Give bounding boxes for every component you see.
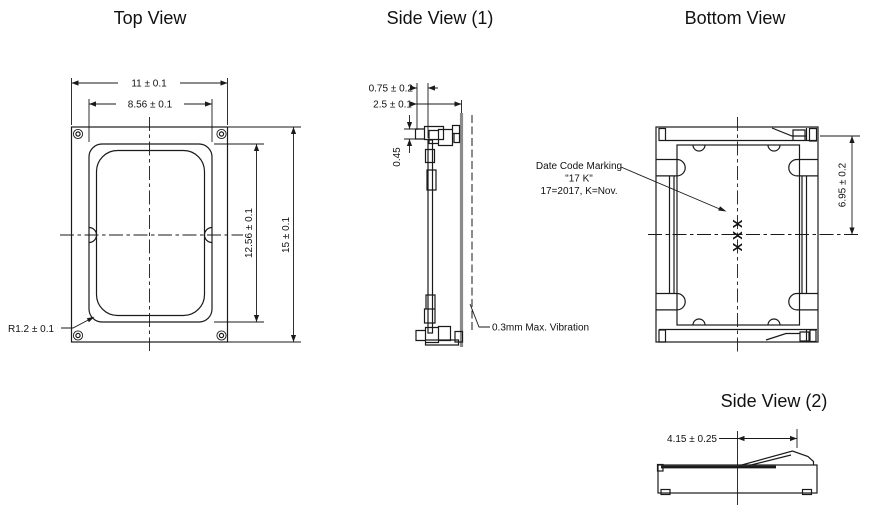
sv2-foot-left xyxy=(661,490,670,495)
dim-flap-label: 4.15 ± 0.25 xyxy=(667,434,717,445)
dim-depth-label: 2.5 ± 0.1 xyxy=(373,99,412,111)
side-view-1-title: Side View (1) xyxy=(386,8,494,28)
side-view-2-title: Side View (2) xyxy=(720,391,828,411)
diaphragm-outer-ring xyxy=(89,144,212,322)
terminal-profile-details xyxy=(416,126,463,346)
sv1-extension-lines xyxy=(417,83,428,138)
dim-arrows-terminal-thickness xyxy=(407,122,412,146)
bottom-view-title: Bottom View xyxy=(684,8,786,28)
dim-half-height-label: 6.95 ± 0.2 xyxy=(837,162,849,208)
corner-hole-top-right xyxy=(217,129,226,138)
side-view-2-drawing xyxy=(658,429,818,505)
date-code-marking-xxx: XXX xyxy=(730,219,745,255)
dim-outer-height-label: 15 ± 0.1 xyxy=(281,216,292,254)
date-code-example: "17 K" xyxy=(565,173,593,185)
sv2-foot-right xyxy=(803,490,812,495)
corner-hole-bottom-left xyxy=(73,331,82,340)
dim-arrows-terminal-offset xyxy=(410,85,435,90)
diaphragm-inner-ring xyxy=(97,151,205,316)
date-code-label: Date Code Marking xyxy=(535,161,623,172)
bottom-view-centerlines xyxy=(648,117,858,352)
bottom-top-strip xyxy=(659,128,817,141)
side-view-1-drawing xyxy=(369,83,590,347)
top-view-title: Top View xyxy=(113,8,187,28)
top-view-drawing xyxy=(8,78,301,351)
corner-hole-bottom-right xyxy=(217,331,226,340)
sv2-flap xyxy=(740,451,814,466)
corner-radius-label: R1.2 ± 0.1 xyxy=(8,324,55,335)
dim-terminal-offset-label: 0.75 ± 0.2 xyxy=(368,83,413,95)
dim-outer-width-label: 11 ± 0.1 xyxy=(131,78,167,90)
corner-hole-top-left xyxy=(73,129,82,138)
dim-line-terminal-thickness xyxy=(404,115,416,153)
bottom-view-drawing xyxy=(536,117,860,352)
dim-inner-height-label: 12.56 ± 0.1 xyxy=(244,208,255,258)
date-code-leader xyxy=(621,167,722,210)
dim-terminal-thickness-label: 0.45 xyxy=(392,147,403,167)
sv1-body-profile xyxy=(428,140,433,333)
vibration-note-label: 0.3mm Max. Vibration xyxy=(492,322,590,334)
dim-inner-width-label: 8.56 ± 0.1 xyxy=(127,99,173,111)
bottom-bottom-strip xyxy=(659,330,817,343)
date-code-key: 17=2017, K=Nov. xyxy=(540,186,618,197)
top-view-extension-lines xyxy=(72,78,302,342)
vibration-leader xyxy=(470,304,490,327)
date-code-arrow xyxy=(718,206,726,211)
